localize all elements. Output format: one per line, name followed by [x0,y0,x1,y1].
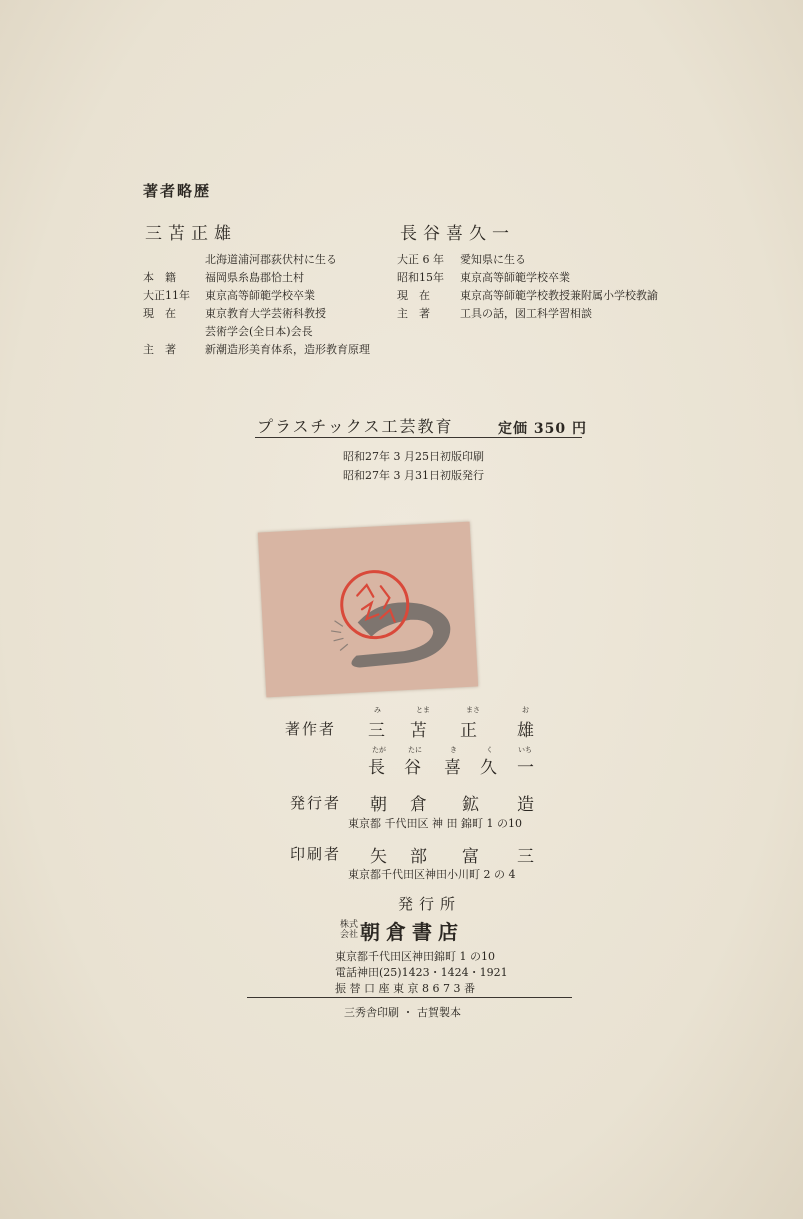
ruby-text: み [374,706,381,714]
company-phone: 電話神田(25)1423・1424・1921 [335,966,508,979]
company-type-line: 会社 [340,930,359,940]
bio-left-key: 主 著 [143,343,176,356]
bio-left-name: 三苫正雄 [145,224,237,244]
ruby-text: お [522,706,529,714]
name-char: 矢 [370,847,387,867]
bio-left-value: 福岡県糸島郡恰土村 [205,271,304,284]
publisher-role: 発行者 [290,794,342,812]
bio-right-value: 東京高等師範学校教授兼附属小学校教諭 [460,289,658,302]
bio-left-value: 新潮造形美育体系，造形教育原理 [205,343,370,356]
bio-left-value: 北海道浦河郡荻伏村に生る [205,253,337,266]
bottom-rule [247,997,572,998]
bio-heading: 著者略歴 [143,182,212,200]
bio-right-key: 主 著 [397,307,430,320]
name-char: 谷 [404,758,421,778]
bio-left-value: 東京教育大学芸術科教授 [205,307,326,320]
name-char: 久 [480,758,497,778]
printer-role: 印刷者 [290,845,342,863]
title-rule [255,437,582,438]
company-address: 東京都千代田区神田錦町 1 の10 [335,950,495,963]
name-char: 造 [517,795,534,815]
issuer-label: 発行所 [398,895,462,913]
name-char: 鉱 [462,795,479,815]
bio-right-name: 長谷喜久一 [400,224,515,244]
bio-right-key: 昭和15年 [397,271,444,284]
company-name: 朝倉書店 [360,920,464,944]
ruby-text: く [486,746,493,754]
printer-address: 東京都千代田区神田小川町 2 の 4 [348,868,516,881]
ruby-text: たが [372,746,386,754]
name-char: 一 [517,758,534,778]
book-price: 定価 350 円 [498,421,587,437]
bio-right-value: 愛知県に生る [460,253,526,266]
name-char: 喜 [444,758,461,778]
name-char: 長 [368,758,385,778]
company-type-line: 株式 [340,920,359,930]
name-char: 三 [368,721,385,741]
ruby-text: まさ [466,706,480,714]
ruby-text: いち [518,746,532,754]
name-char: 部 [410,847,427,867]
binding-credit: 三秀舎印刷 ・ 古賀製本 [344,1006,461,1019]
bio-left-key: 大正11年 [143,289,190,302]
ruby-text: とま [416,706,430,714]
name-char: 富 [462,847,479,867]
bio-left-key: 本 籍 [143,271,176,284]
published-date: 昭和27年 3 月31日初版発行 [343,469,484,482]
company-type [340,920,358,940]
bio-right-key: 現 在 [397,289,430,302]
bio-right-value: 工具の話，図工科学習相談 [460,307,592,320]
company-transfer: 振 替 口 座 東 京 8 6 7 3 番 [335,982,475,995]
bio-left-key: 現 在 [143,307,176,320]
printed-date: 昭和27年 3 月25日初版印刷 [343,450,484,463]
name-char: 苫 [410,721,427,741]
name-char: 雄 [517,721,534,741]
bio-right-key: 大正 6 年 [397,253,444,266]
author-role: 著作者 [285,720,337,738]
seal-stamp-icon [258,522,478,698]
book-title: プラスチックス工芸教育 [257,417,454,436]
bio-right-value: 東京高等師範学校卒業 [460,271,570,284]
bio-left-value: 芸術学会(全日本)会長 [205,325,313,338]
name-char: 正 [460,721,477,741]
publisher-address: 東京都 千代田区 神 田 錦町 1 の10 [348,817,522,830]
bio-left-value: 東京高等師範学校卒業 [205,289,315,302]
ruby-text: き [450,746,457,754]
name-char: 倉 [410,795,427,815]
name-char: 三 [517,847,534,867]
name-char: 朝 [370,795,387,815]
ruby-text: たに [408,746,422,754]
